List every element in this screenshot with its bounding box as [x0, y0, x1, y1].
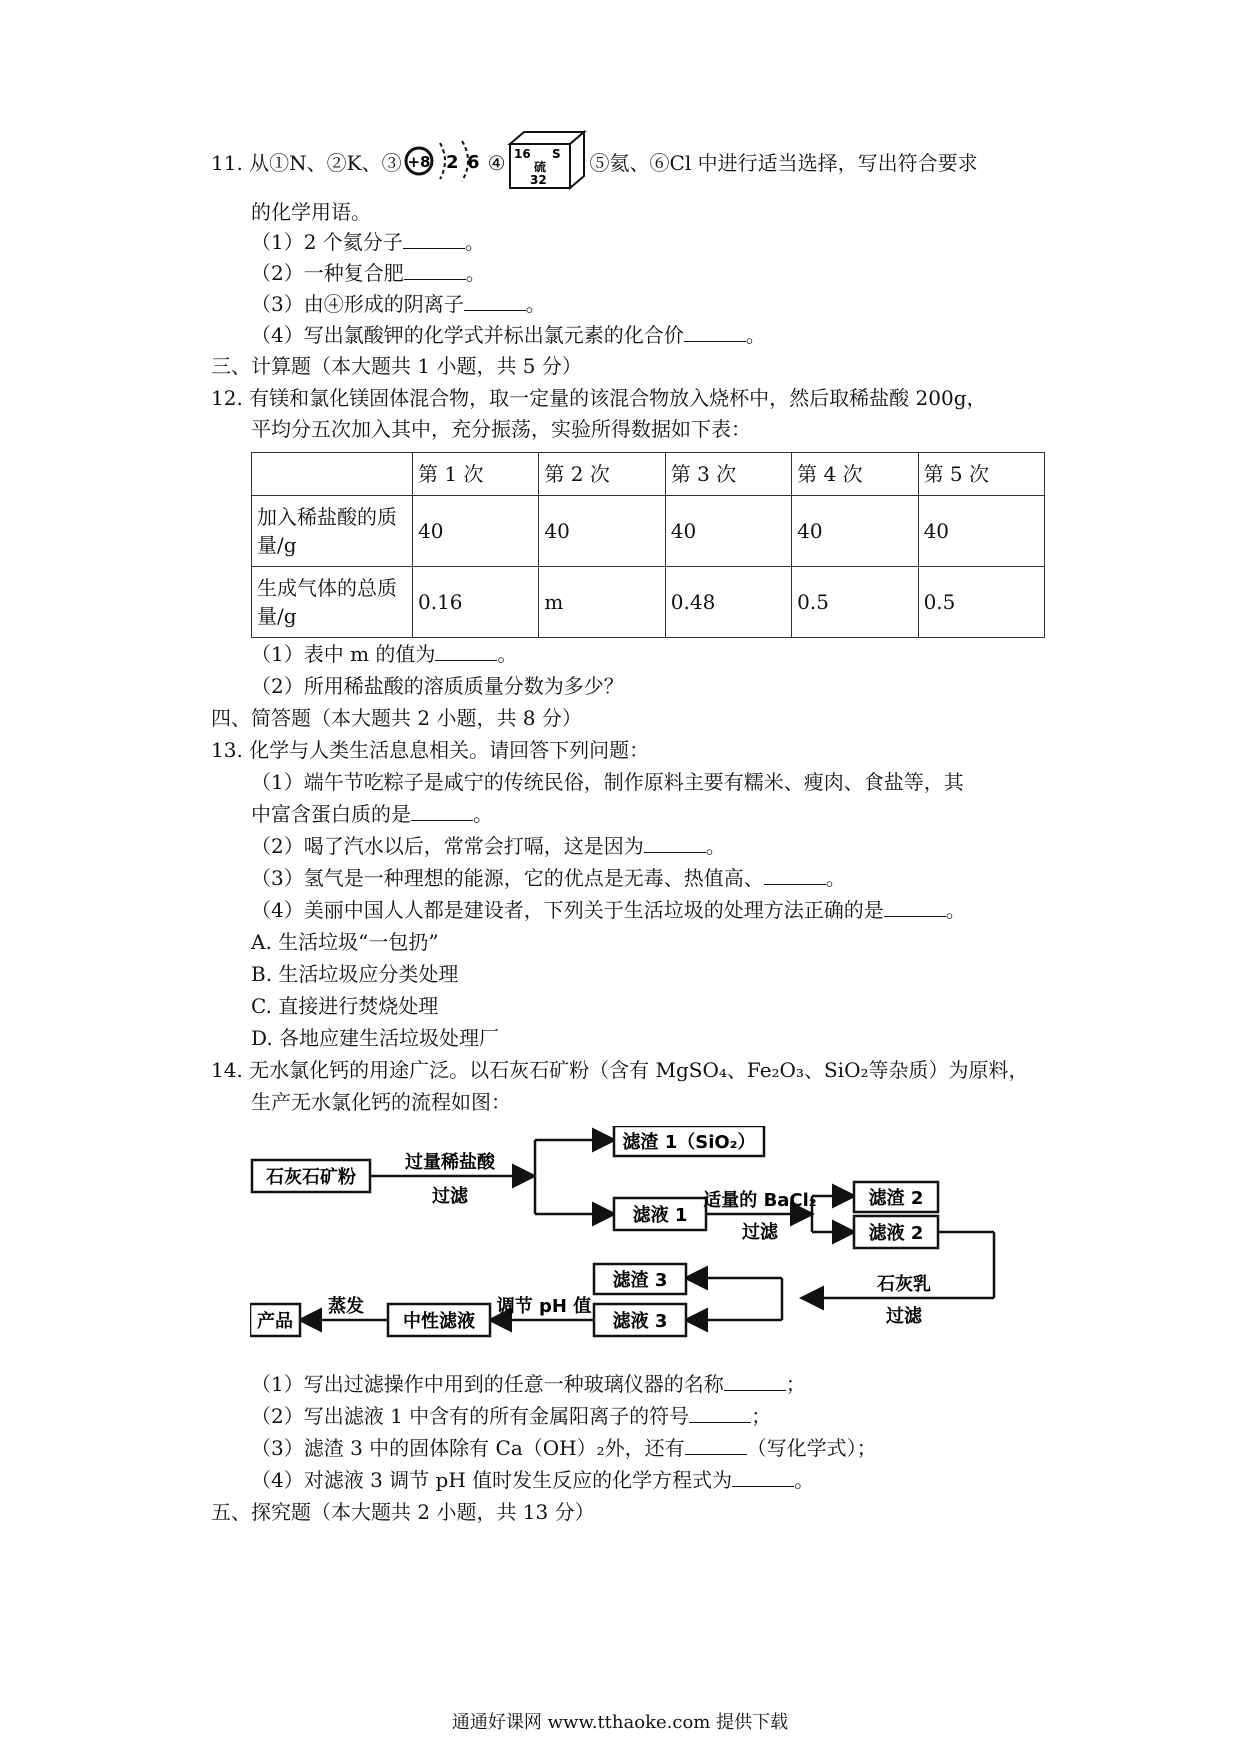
table-header-cell: 第 5 次 [918, 453, 1044, 496]
q11-line2: 的化学用语。 [251, 200, 371, 224]
q11-text-b: ⑤氦、⑥Cl 中进行适当选择，写出符合要求 [589, 151, 978, 175]
q11-sub3: （3）由④形成的阴离子 。 [251, 292, 546, 316]
q14-line1: 14. 无水氯化钙的用途广泛。以石灰石矿粉（含有 MgSO₄、Fe₂O₃、SiO₂等杂质）为原料， [211, 1058, 1029, 1082]
flow-residue1-label: 滤渣 1（SiO₂） [622, 1132, 756, 1153]
q11-text-a: 11. 从①N、②K、③ [211, 151, 402, 175]
q13-sub2: （2）喝了汽水以后，常常会打嗝，这是因为 。 [251, 834, 726, 858]
elem-name-label: 硫 [533, 160, 546, 174]
flow-residue2-label: 滤渣 2 [868, 1188, 924, 1209]
table-header-cell: 第 3 次 [665, 453, 791, 496]
flow-residue3-label: 滤渣 3 [612, 1270, 668, 1291]
q13-sub3: （3）氢气是一种理想的能源，它的优点是无毒、热值高、 。 [251, 866, 846, 890]
answer-blank[interactable] [464, 290, 526, 311]
flow-step4-label: 调节 pH 值 [496, 1296, 592, 1317]
table-cell: 40 [539, 496, 665, 567]
flow-filtrate1-label: 滤液 1 [632, 1205, 688, 1226]
table-header-row [252, 453, 1045, 496]
answer-blank[interactable] [685, 1434, 747, 1455]
flow-step3-bottom: 过滤 [886, 1306, 922, 1327]
flow-filtrate3-label: 滤液 3 [612, 1311, 668, 1332]
atom-shell1-label: 2 [445, 152, 459, 173]
page-footer: 通通好课网 www.tthaoke.com 提供下载 [451, 1712, 789, 1733]
table-cell: m [539, 567, 665, 638]
sulfur-element-cell-icon [506, 130, 590, 199]
q12-line2: 平均分五次加入其中，充分振荡，实验所得数据如下表： [251, 417, 751, 441]
answer-blank[interactable] [689, 1402, 751, 1423]
section-4-heading: 四、简答题（本大题共 2 小题，共 8 分） [211, 706, 582, 730]
q11-sub1: （1）2 个氦分子 。 [251, 230, 485, 254]
answer-blank[interactable] [644, 832, 706, 853]
flow-step1-top: 过量稀盐酸 [405, 1152, 495, 1173]
flow-step1-bottom: 过滤 [432, 1186, 468, 1207]
elem-number-label: 16 [513, 147, 531, 161]
answer-blank[interactable] [403, 228, 465, 249]
answer-blank[interactable] [884, 896, 946, 917]
production-flowchart [250, 1126, 1040, 1356]
table-row [252, 496, 1045, 567]
q11-sub4: （4）写出氯酸钾的化学式并标出氯元素的化合价 。 [251, 323, 766, 347]
table-cell: 40 [413, 496, 539, 567]
q11-sub2: （2）一种复合肥 。 [251, 261, 486, 285]
table-cell: 0.48 [665, 567, 791, 638]
q13-sub1a: （1）端午节吃粽子是咸宁的传统民俗，制作原料主要有糯米、瘦肉、食盐等，其 [251, 770, 964, 794]
table-cell: 0.5 [918, 567, 1044, 638]
table-cell: 40 [792, 496, 918, 567]
flow-start-label: 石灰石矿粉 [266, 1167, 356, 1188]
flow-step5-label: 蒸发 [328, 1296, 364, 1317]
q13-option-d: D. 各地应建生活垃圾处理厂 [251, 1026, 500, 1050]
answer-blank[interactable] [732, 1466, 794, 1487]
flow-product-label: 产品 [257, 1311, 293, 1332]
flow-neutral-label: 中性滤液 [403, 1311, 475, 1332]
answer-blank[interactable] [764, 864, 826, 885]
section-5-heading: 五、探究题（本大题共 2 小题，共 13 分） [211, 1500, 595, 1524]
section-3-heading: 三、计算题（本大题共 1 小题，共 5 分） [211, 354, 582, 378]
q14-sub2: （2）写出滤液 1 中含有的所有金属阳离子的符号 ； [251, 1404, 772, 1428]
q13-line1: 13. 化学与人类生活息息相关。请回答下列问题： [211, 738, 650, 762]
q13-option-b: B. 生活垃圾应分类处理 [251, 962, 459, 986]
q12-sub2: （2）所用稀盐酸的溶质质量分数为多少？ [251, 674, 624, 698]
elem-mass-label: 32 [529, 173, 547, 187]
table-header-cell: 第 2 次 [539, 453, 665, 496]
q13-sub1b: 中富含蛋白质的是 。 [251, 802, 493, 826]
flow-filtrate2-label: 滤液 2 [868, 1223, 924, 1244]
q11-item4: ④ [487, 151, 506, 175]
answer-blank[interactable] [404, 259, 466, 280]
q13-option-a: A. 生活垃圾“一包扔” [251, 930, 439, 954]
table-cell: 0.5 [792, 567, 918, 638]
table-cell: 40 [918, 496, 1044, 567]
q14-line2: 生产无水氯化钙的流程如图： [251, 1090, 511, 1114]
table-cell: 生成气体的总质量/g [252, 567, 413, 638]
atom-shell2-label: 6 [466, 152, 480, 173]
table-header-cell: 第 4 次 [792, 453, 918, 496]
table-row [252, 567, 1045, 638]
q13-sub4: （4）美丽中国人人都是建设者，下列关于生活垃圾的处理方法正确的是 。 [251, 898, 966, 922]
q12-sub1: （1）表中 m 的值为 。 [251, 642, 518, 666]
table-header-cell [252, 453, 413, 496]
table-cell: 加入稀盐酸的质量/g [252, 496, 413, 567]
flow-step2-bottom: 过滤 [742, 1222, 778, 1243]
q14-sub3: （3）滤渣 3 中的固体除有 Ca（OH）₂外，还有 （写化学式）； [251, 1436, 877, 1460]
q12-line1: 12. 有镁和氯化镁固体混合物，取一定量的该混合物放入烧杯中，然后取稀盐酸 200g， [211, 386, 987, 410]
q14-sub1: （1）写出过滤操作中用到的任意一种玻璃仪器的名称 ； [251, 1372, 806, 1396]
table-cell: 40 [665, 496, 791, 567]
flow-step3-top: 石灰乳 [877, 1274, 931, 1295]
oxygen-atom-structure-icon [402, 137, 488, 192]
elem-symbol-label: S [551, 147, 561, 161]
q14-sub4: （4）对滤液 3 调节 pH 值时发生反应的化学方程式为 。 [251, 1468, 815, 1492]
table-cell: 0.16 [413, 567, 539, 638]
table-header-cell: 第 1 次 [413, 453, 539, 496]
q13-option-c: C. 直接进行焚烧处理 [251, 994, 439, 1018]
flow-step2-top: 适量的 BaCl₂ [703, 1190, 817, 1211]
atom-nucleus-label: +8 [407, 153, 431, 171]
answer-blank[interactable] [411, 800, 473, 821]
experiment-data-table [251, 452, 1045, 638]
answer-blank[interactable] [435, 640, 497, 661]
q11-line1 [211, 130, 978, 199]
answer-blank[interactable] [724, 1370, 786, 1391]
answer-blank[interactable] [684, 321, 746, 342]
